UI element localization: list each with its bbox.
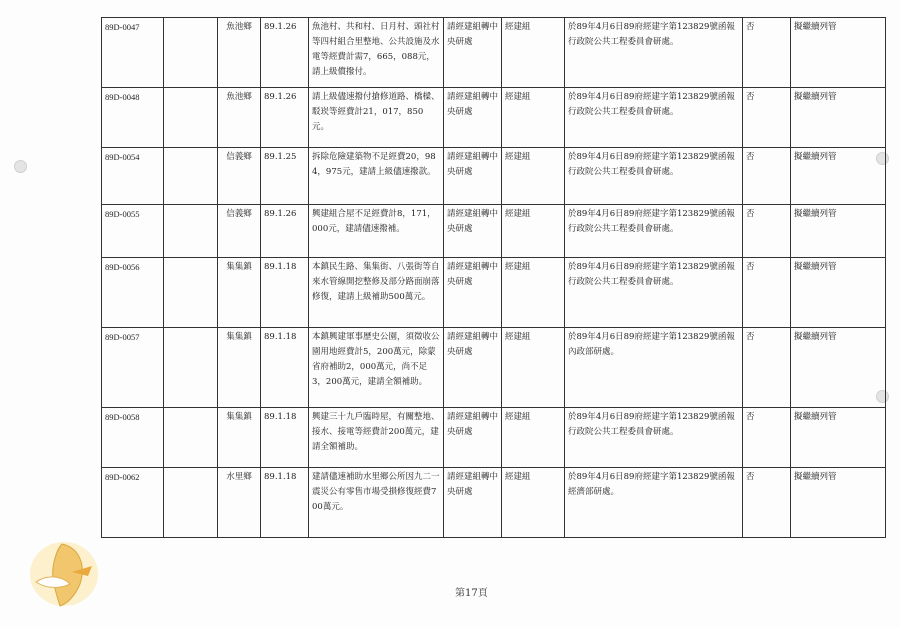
result-cell: 於89年4月6日89府經建字第123829號函報行政院公共工程委員會研處。 [565, 148, 743, 205]
blank-cell [164, 258, 218, 328]
case-id: 89D-0054 [102, 148, 164, 205]
result-cell: 於89年4月6日89府經建字第123829號函報內政部研處。 [565, 328, 743, 408]
blank-cell [164, 468, 218, 538]
result-cell: 於89年4月6日89府經建字第123829號函報行政院公共工程委員會研處。 [565, 258, 743, 328]
opinion-cell: 請經建組轉中央研處 [444, 258, 502, 328]
case-id: 89D-0062 [102, 468, 164, 538]
taiwan-archive-logo [22, 532, 112, 612]
table-row [102, 328, 886, 408]
case-id: 89D-0056 [102, 258, 164, 328]
opinion-cell: 請經建組轉中央研處 [444, 408, 502, 468]
result-cell: 於89年4月6日89府經建字第123829號函報行政院公共工程委員會研處。 [565, 88, 743, 148]
result-cell: 於89年4月6日89府經建字第123829號函報行政院公共工程委員會研處。 [565, 18, 743, 88]
date-cell: 89.1.26 [261, 205, 309, 258]
date-cell: 89.1.26 [261, 88, 309, 148]
case-register-table [101, 17, 886, 538]
listed-cell: 否 [743, 205, 791, 258]
table-row [102, 258, 886, 328]
town-cell: 集集鎮 [218, 258, 261, 328]
listed-cell: 否 [743, 88, 791, 148]
note-cell: 擬繼續列管 [791, 468, 886, 538]
blank-cell [164, 88, 218, 148]
note-cell: 擬繼續列管 [791, 88, 886, 148]
content-cell: 本鎮民生路、集集街、八張街等自來水管線開挖整修及部分路面崩落修復，建請上級補助500萬元。 [309, 258, 444, 328]
note-cell: 擬繼續列管 [791, 258, 886, 328]
note-cell: 擬繼續列管 [791, 328, 886, 408]
table-row [102, 468, 886, 538]
unit-cell: 經建組 [502, 328, 565, 408]
town-cell: 魚池鄉 [218, 88, 261, 148]
result-cell: 於89年4月6日89府經建字第123829號函報行政院公共工程委員會研處。 [565, 408, 743, 468]
note-cell: 擬繼續列管 [791, 18, 886, 88]
content-cell: 建請儘速補助水里鄉公所因九二一震災公有零售市場受損修復經費700萬元。 [309, 468, 444, 538]
opinion-cell: 請經建組轉中央研處 [444, 88, 502, 148]
listed-cell: 否 [743, 468, 791, 538]
town-cell: 魚池鄉 [218, 18, 261, 88]
listed-cell: 否 [743, 408, 791, 468]
blank-cell [164, 328, 218, 408]
table-row [102, 18, 886, 88]
content-cell: 請上級儘速撥付搶修道路、橋樑、駁崁等經費計21，017，850元。 [309, 88, 444, 148]
date-cell: 89.1.18 [261, 468, 309, 538]
date-cell: 89.1.18 [261, 408, 309, 468]
table-row [102, 148, 886, 205]
case-id: 89D-0058 [102, 408, 164, 468]
town-cell: 水里鄉 [218, 468, 261, 538]
blank-cell [164, 148, 218, 205]
opinion-cell: 請經建組轉中央研處 [444, 468, 502, 538]
unit-cell: 經建組 [502, 468, 565, 538]
punch-hole-left [14, 160, 27, 173]
town-cell: 集集鎮 [218, 328, 261, 408]
note-cell: 擬繼續列管 [791, 205, 886, 258]
town-cell: 集集鎮 [218, 408, 261, 468]
listed-cell: 否 [743, 328, 791, 408]
content-cell: 興建三十九戶臨時屋，有關整地、接水、接電等經費計200萬元，建請全額補助。 [309, 408, 444, 468]
case-id: 89D-0047 [102, 18, 164, 88]
listed-cell: 否 [743, 148, 791, 205]
unit-cell: 經建組 [502, 148, 565, 205]
case-id: 89D-0057 [102, 328, 164, 408]
table-row [102, 408, 886, 468]
listed-cell: 否 [743, 258, 791, 328]
opinion-cell: 請經建組轉中央研處 [444, 205, 502, 258]
town-cell: 信義鄉 [218, 205, 261, 258]
unit-cell: 經建組 [502, 408, 565, 468]
opinion-cell: 請經建組轉中央研處 [444, 328, 502, 408]
page-number: 第17頁 [455, 588, 488, 599]
result-cell: 於89年4月6日89府經建字第123829號函報行政院公共工程委員會研處。 [565, 205, 743, 258]
opinion-cell: 請經建組轉中央研處 [444, 18, 502, 88]
content-cell: 魚池村、共和村、日月村、頭社村等四村組合里整地、公共設施及水電等經費計需7，665，088元，請上級償撥付。 [309, 18, 444, 88]
unit-cell: 經建組 [502, 205, 565, 258]
content-cell: 興建組合屋不足經費計8，171，000元，建請儘速撥補。 [309, 205, 444, 258]
blank-cell [164, 408, 218, 468]
date-cell: 89.1.18 [261, 328, 309, 408]
case-id: 89D-0055 [102, 205, 164, 258]
town-cell: 信義鄉 [218, 148, 261, 205]
opinion-cell: 請經建組轉中央研處 [444, 148, 502, 205]
date-cell: 89.1.26 [261, 18, 309, 88]
content-cell: 本鎮興建軍事歷史公園，須徵收公園用地經費計5，200萬元，除蒙省府補助2，000萬元，尚不足3，200萬元，建請全額補助。 [309, 328, 444, 408]
note-cell: 擬繼續列管 [791, 408, 886, 468]
date-cell: 89.1.18 [261, 258, 309, 328]
blank-cell [164, 18, 218, 88]
table-row [102, 205, 886, 258]
listed-cell: 否 [743, 18, 791, 88]
table-row [102, 88, 886, 148]
unit-cell: 經建組 [502, 258, 565, 328]
content-cell: 拆除危險建築物不足經費20，984，975元，建請上級儘速撥款。 [309, 148, 444, 205]
date-cell: 89.1.25 [261, 148, 309, 205]
blank-cell [164, 205, 218, 258]
unit-cell: 經建組 [502, 18, 565, 88]
unit-cell: 經建組 [502, 88, 565, 148]
result-cell: 於89年4月6日89府經建字第123829號函報經濟部研處。 [565, 468, 743, 538]
note-cell: 擬繼續列管 [791, 148, 886, 205]
case-id: 89D-0048 [102, 88, 164, 148]
